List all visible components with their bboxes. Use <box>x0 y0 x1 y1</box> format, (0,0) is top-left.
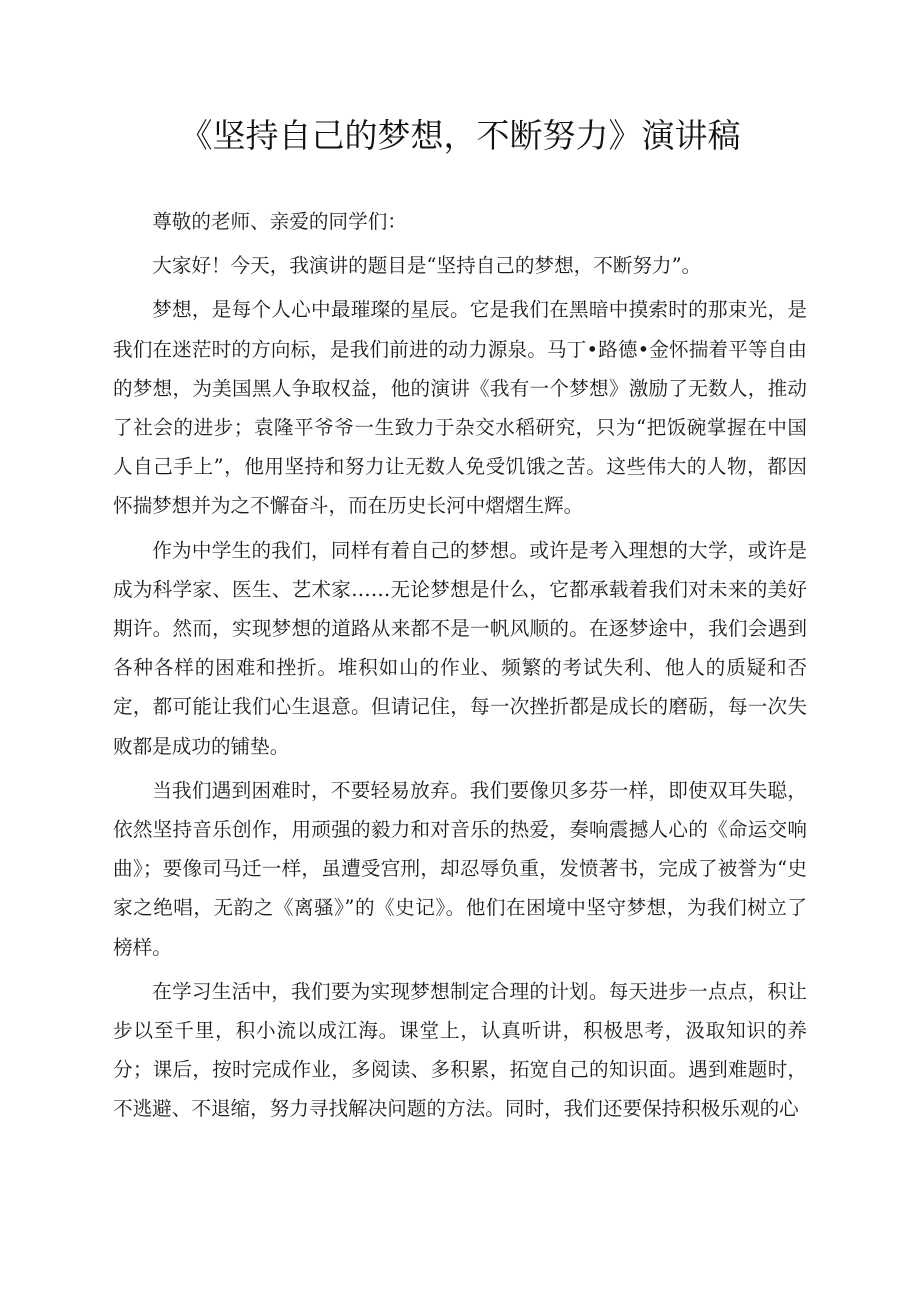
body-paragraph: 当我们遇到困难时，不要轻易放弃。我们要像贝多芬一样，即使双耳失聪，依然坚持音乐创作，用顽强的毅力和对音乐的热爱，奏响震撼人心的《命运交响曲》；要像司马迁一样，虽遭受宫刑，却忍辱负重，发愤著书，完成了被誉为“史家之绝唱，无韵之《离骚》”的《史记》。他们在困境中坚守梦想，为我们树立了榜样。 <box>113 778 807 959</box>
body-paragraph: 作为中学生的我们，同样有着自己的梦想。或许是考入理想的大学，或许是成为科学家、医生、艺术家……无论梦想是什么，它都承载着我们对未来的美好期许。然而，实现梦想的道路从来都不是一帆风顺的。在逐梦途中，我们会遇到各种各样的困难和挫折。堆积如山的作业、频繁的考试失利、他人的质疑和否定，都可能让我们心生退意。但请记住，每一次挫折都是成长的磨砺，每一次失败都是成功的铺垫。 <box>113 538 807 758</box>
body-paragraph: 梦想，是每个人心中最璀璨的星辰。它是我们在黑暗中摸索时的那束光，是我们在迷茫时的方向标，是我们前进的动力源泉。马丁•路德•金怀揣着平等自由的梦想，为美国黑人争取权益，他的演讲《我有一个梦想》激励了无数人，推动了社会的进步；袁隆平爷爷一生致力于杂交水稻研究，只为“把饭碗掌握在中国人自己手上”，他用坚持和努力让无数人免受饥饿之苦。这些伟大的人物，都因怀揣梦想并为之不懈奋斗，而在历史长河中熠熠生辉。 <box>113 298 807 518</box>
body-paragraph: 在学习生活中，我们要为实现梦想制定合理的计划。每天进步一点点，积让步以至千里，积小流以成江海。课堂上，认真听讲，积极思考，汲取知识的养分；课后，按时完成作业，多阅读、多积累，拓宽自己的知识面。遇到难题时，不逃避、不退缩，努力寻找解决问题的方法。同时，我们还要保持积极乐观的心 <box>113 979 807 1121</box>
document-body <box>113 202 807 1134</box>
salutation-paragraph: 尊敬的老师、亲爱的同学们： <box>152 210 407 233</box>
document-title: 《坚持自己的梦想，不断努力》演讲稿 <box>179 116 741 155</box>
opening-paragraph: 大家好！今天，我演讲的题目是“坚持自己的梦想，不断努力”。 <box>152 254 702 278</box>
